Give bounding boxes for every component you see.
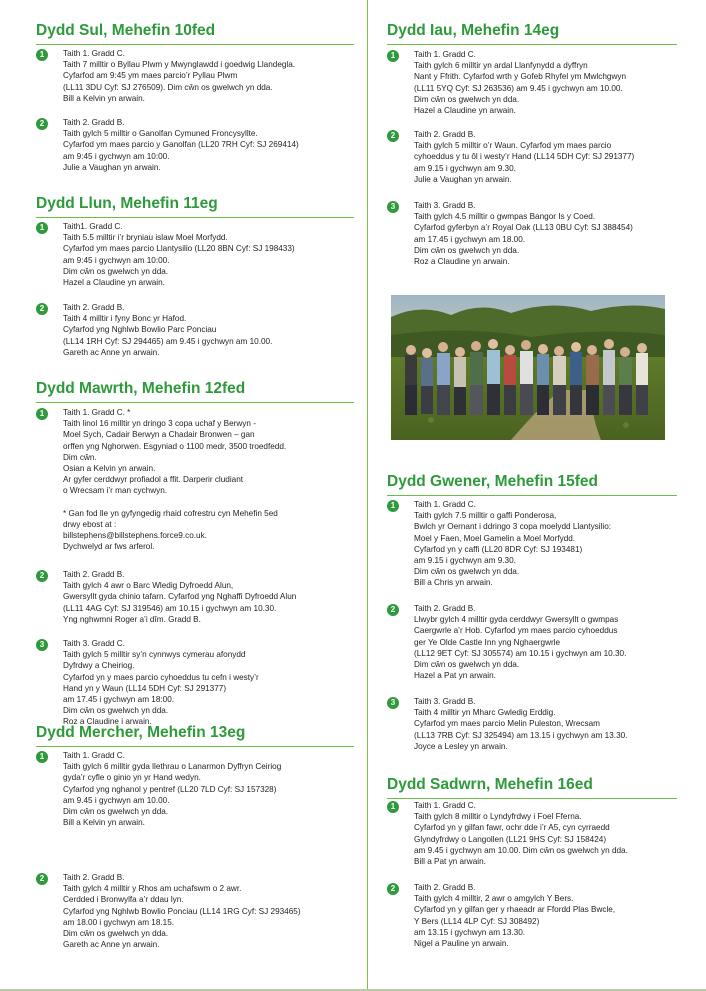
walk-detail-line: Gareth ac Anne yn arwain. xyxy=(63,347,160,357)
walk-detail-line: Bill a Kelvin yn arwain. xyxy=(63,93,145,103)
walk-detail-line: am 9.45 i gychwyn am 10.00. Dim cŵn os gwelwch yn dda. xyxy=(414,845,628,855)
walk-detail-line: (LL12 9ET Cyf: SJ 305574) am 10.15 i gychwyn am 10.30. xyxy=(414,648,627,658)
walk-detail-line: orffen yng Nghorwen. Esgyniad o 1100 medr, 3500 troedfedd. xyxy=(63,441,287,451)
walk-details xyxy=(63,302,354,358)
walk-detail-line: Dim cŵn os gwelwch yn dda. xyxy=(414,94,520,104)
walk-detail-line: Taith gylch 8 milltir o Lyndyfrdwy i Foel Fferna. xyxy=(414,812,582,822)
walk-detail-line: Dim cŵn os gwelwch yn dda. xyxy=(63,807,169,817)
walk-detail-line: Osian a Kelvin yn arwain. xyxy=(63,464,156,474)
walk-detail-line: am 9:45 i gychwyn am 10:00. xyxy=(63,151,170,161)
walk-detail-line: Taith gylch 7.5 milltir o gaffi Ponderosa, xyxy=(414,511,557,521)
walk-detail-line: Hazel a Claudine yn arwain. xyxy=(63,278,165,288)
walk-details xyxy=(63,407,354,553)
walk-detail-line: am 17.45 i gychwyn am 18:00. xyxy=(63,695,175,705)
walk-heading: Taith 2. Gradd B. xyxy=(414,604,476,613)
walk-number-badge: 2 xyxy=(387,883,399,895)
walk-details xyxy=(414,129,677,185)
walk-details xyxy=(63,750,354,828)
walk-detail-line: am 13.15 i gychwyn am 13.30. xyxy=(414,927,526,937)
walk-heading: Taith 2. Gradd B. xyxy=(63,570,125,579)
day-title: Dydd Sul, Mehefin 10fed xyxy=(36,22,216,39)
walk-detail-line: Moel Sych, Cadair Berwyn a Chadair Bronwen – gan xyxy=(63,430,255,440)
day-title-rule xyxy=(387,495,677,496)
walk-details xyxy=(63,638,354,728)
walk-number-badge: 2 xyxy=(387,130,399,142)
day-section-sunday xyxy=(36,22,354,172)
walk-detail-line: Cyfarfod yn y gilfan ger y rhaeadr ar Ffordd Plas Bwcle, xyxy=(414,905,616,915)
walk-detail-line: Cyfarfod yng nghanol y pentref (LL20 7LD Cyf: SJ 157328) xyxy=(63,784,277,794)
walk-details xyxy=(63,221,354,288)
walk-detail-line: Taith 4 milltir i fyny Bonc yr Hafod. xyxy=(63,314,187,324)
walk-number-badge: 1 xyxy=(387,500,399,512)
walk-detail-line: Taith gylch 6 milltir gyda llethrau o Lanarmon Dyffryn Ceiriog xyxy=(63,762,282,772)
day-title: Dydd Iau, Mehefin 14eg xyxy=(387,22,560,39)
walk-detail-line: Cyfarfod yn y maes parcio cyhoeddus tu cefn i westy’r xyxy=(63,672,259,682)
walk-detail-line: Nigel a Pauline yn arwain. xyxy=(414,939,509,949)
walk-detail-line: Hazel a Claudine yn arwain. xyxy=(414,106,516,116)
walk-detail-line: Taith gylch 5 milltir o’r Waun. Cyfarfod ym maes parcio xyxy=(414,141,612,151)
walk-detail-line: o Wrecsam i’r man cychwyn. xyxy=(63,486,168,496)
walk-number-badge: 3 xyxy=(387,697,399,709)
walk-detail-line: Bwlch yr Oernant i ddringo 3 copa moelydd Llantysilio: xyxy=(414,522,612,532)
walk-heading: Taith 2. Gradd B. xyxy=(63,873,125,882)
walk-detail-line: * Gan fod lle yn gyfyngedig rhaid cofrestru cyn Mehefin 5ed xyxy=(63,508,278,518)
walk-detail-line: (LL11 3DU Cyf: SJ 276509). Dim cŵn os gwelwch yn dda. xyxy=(63,82,273,92)
walk-detail-line: Cyfarfod yn y caffi (LL20 8DR Cyf: SJ 193481) xyxy=(414,544,583,554)
walk-detail-line: (LL13 7RB Cyf: SJ 325494) am 13.15 i gychwyn am 13.30. xyxy=(414,730,628,740)
walk-number-badge: 3 xyxy=(36,639,48,651)
walk-heading: Taith 2. Gradd B. xyxy=(414,883,476,892)
walk-detail-line: Taith linol 16 milltir yn dringo 3 copa uchaf y Berwyn - xyxy=(63,419,256,429)
walk-heading: Taith 1. Gradd C. * xyxy=(63,408,131,417)
walk-detail-line: Taith gylch 4.5 milltir o gwmpas Bangor Is y Coed. xyxy=(414,212,596,222)
walk-number-badge: 1 xyxy=(387,50,399,62)
walk-number-badge: 1 xyxy=(387,801,399,813)
column-divider xyxy=(367,0,368,991)
walk-detail-line: Dyfrdwy a Cheiriog. xyxy=(63,661,135,671)
walk-details xyxy=(63,48,354,104)
walk-heading: Taith 2. Gradd B. xyxy=(63,118,125,127)
walk-detail-line: Llwybr gylch 4 milltir gyda cerddwyr Gwersyllt o gwmpas xyxy=(414,615,619,625)
walk-detail-line: Bill a Kelvin yn arwain. xyxy=(63,818,145,828)
walk-detail-line: Julie a Vaughan yn arwain. xyxy=(414,174,512,184)
walk-detail-line: Taith gylch 4 milltir, 2 awr o amgylch Y Bers. xyxy=(414,894,574,904)
walk-number-badge: 2 xyxy=(36,303,48,315)
day-section-monday xyxy=(36,195,354,357)
walk-detail-line: Joyce a Lesley yn arwain. xyxy=(414,741,508,751)
walk-heading: Taith 1. Gradd C. xyxy=(414,500,476,509)
walk-heading: Taith 1. Gradd C. xyxy=(63,49,125,58)
walk-detail-line: Gwersyllt gyda chinio tafarn. Cyfarfod yng Nghaffi Dyfroedd Alun xyxy=(63,592,297,602)
day-section-thursday xyxy=(387,22,677,267)
day-title-rule xyxy=(36,746,354,747)
walk-heading: Taith 3. Gradd B. xyxy=(414,697,476,706)
walk-detail-line: Nant y Ffrith. Cyfarfod wrth y Gofeb Rhyfel ym Mwlchgwyn xyxy=(414,72,627,82)
walk-detail-line: Bill a Chris yn arwain. xyxy=(414,578,493,588)
walk-detail-line: Gareth ac Anne yn arwain. xyxy=(63,940,160,950)
walk-number-badge: 2 xyxy=(387,604,399,616)
walk-detail-line: Roz a Claudine yn arwain. xyxy=(414,257,510,267)
walk-detail-line: billstephens@billstephens.force9.co.uk. xyxy=(63,531,207,541)
walk-detail-line: Dim cŵn os gwelwch yn dda. xyxy=(414,567,520,577)
walk-detail-line: Taith gylch 4 milltir y Rhos am uchafswm o 2 awr. xyxy=(63,884,242,894)
walk-detail-line: Taith 5.5 milltir i’r bryniau islaw Moel Morfydd. xyxy=(63,233,228,243)
day-section-saturday xyxy=(387,776,677,949)
walk-heading: Taith 1. Gradd C. xyxy=(414,50,476,59)
walk-number-badge: 2 xyxy=(36,118,48,130)
walk-detail-line: Cyfarfod yn y gilfan fawr, ochr dde i’r A5, cyn cyrraedd xyxy=(414,823,610,833)
walk-detail-line: cyhoeddus y tu ôl i westy’r Hand (LL14 5DH Cyf: SJ 291377) xyxy=(414,152,635,162)
walk-number-badge: 2 xyxy=(36,873,48,885)
walk-detail-line: Taith gylch 4 awr o Barc Wledig Dyfroedd Alun, xyxy=(63,581,234,591)
walk-detail-line xyxy=(63,497,354,508)
walk-detail-line: Dim cŵn. xyxy=(63,452,97,462)
walk-detail-line: Glyndyfrdwy o Langollen (LL21 9HS Cyf: SJ 158424) xyxy=(414,834,607,844)
day-title-rule xyxy=(387,798,677,799)
group-photo xyxy=(391,295,665,440)
walk-detail-line: Cyfarfod ym maes parcio Llantysilio (LL20 8BN Cyf: SJ 198433) xyxy=(63,244,295,254)
walk-detail-line: Taith gylch 5 milltir o Ganolfan Cymuned Froncysyllte. xyxy=(63,129,258,139)
walk-number-badge: 1 xyxy=(36,408,48,420)
walk-detail-line: Hazel a Pat yn arwain. xyxy=(414,671,496,681)
walk-heading: Taith 3. Gradd B. xyxy=(414,201,476,210)
group-photo-illustration xyxy=(391,295,665,440)
walk-detail-line: Dim cŵn os gwelwch yn dda. xyxy=(63,266,169,276)
walk-details xyxy=(414,49,677,116)
walk-details xyxy=(63,872,354,950)
walk-detail-line: am 9.45 i gychwyn am 10.00. xyxy=(63,795,170,805)
walk-detail-line: (LL14 1RH Cyf: SJ 294465) am 9.45 i gychwyn am 10.00. xyxy=(63,336,273,346)
walk-detail-line: am 9.15 i gychwyn am 9.30. xyxy=(414,163,516,173)
day-title-rule xyxy=(36,44,354,45)
walk-details xyxy=(63,117,354,173)
walk-heading: Taith1. Gradd C. xyxy=(63,222,123,231)
walk-detail-line: Dim cŵn os gwelwch yn dda. xyxy=(414,245,520,255)
walk-detail-line: gyda’r cyfle o ginio yn yr Hand wedyn. xyxy=(63,773,201,783)
walk-detail-line: am 17.45 i gychwyn am 18.00. xyxy=(414,234,526,244)
walk-detail-line: Dim cŵn os gwelwch yn dda. xyxy=(63,929,169,939)
walk-heading: Taith 2. Gradd B. xyxy=(414,130,476,139)
walk-detail-line: Bill a Pat yn arwain. xyxy=(414,857,486,867)
walk-details xyxy=(63,569,354,625)
walk-detail-line: Cyfarfod gyferbyn a’r Royal Oak (LL13 0BU Cyf: SJ 388454) xyxy=(414,223,633,233)
walk-details xyxy=(414,800,677,867)
walk-detail-line: Roz a Claudine i arwain. xyxy=(63,717,152,727)
day-title-rule xyxy=(36,217,354,218)
walk-detail-line: am 9:45 i gychwyn am 10:00. xyxy=(63,255,170,265)
walk-detail-line: Cerdded i Bronwylfa a’r ddau lyn. xyxy=(63,895,184,905)
walk-heading: Taith 1. Gradd C. xyxy=(63,751,125,760)
walk-detail-line: Cyfarfod ym maes parcio Melin Puleston, Wrecsam xyxy=(414,719,600,729)
walk-detail-line: drwy ebost at : xyxy=(63,520,117,530)
day-title-rule xyxy=(36,402,354,403)
walk-detail-line: (LL11 5YQ Cyf: SJ 263536) am 9.45 i gychwyn am 10.00. xyxy=(414,83,623,93)
walk-details xyxy=(414,696,677,752)
walk-details xyxy=(414,882,677,949)
day-section-friday xyxy=(387,473,677,751)
walk-details xyxy=(414,499,677,589)
walk-detail-line: Ar gyfer cerddwyr profiadol a ffit. Darperir cludiant xyxy=(63,475,244,485)
walk-detail-line: Y Bers (LL14 4LP Cyf: SJ 308492) xyxy=(414,916,540,926)
walk-detail-line: Dim cŵn os gwelwch yn dda. xyxy=(63,706,169,716)
walk-number-badge: 2 xyxy=(36,570,48,582)
walk-detail-line: Dychwelyd ar fws arferol. xyxy=(63,542,155,552)
walk-detail-line: ger Ye Olde Castle Inn yng Nghaergwrle xyxy=(414,637,561,647)
walk-detail-line: Cyfarfod ym maes parcio y Ganolfan (LL20 7RH Cyf: SJ 269414) xyxy=(63,140,299,150)
walk-detail-line: (LL11 4AG Cyf: SJ 319546) am 10.15 i gychwyn am 10.30. xyxy=(63,603,277,613)
day-section-wednesday xyxy=(36,724,354,950)
walk-detail-line: Hand yn y Waun (LL14 5DH Cyf: SJ 291377) xyxy=(63,683,227,693)
walk-detail-line: am 9.15 i gychwyn am 9.30. xyxy=(414,556,516,566)
walk-heading: Taith 2. Gradd B. xyxy=(63,303,125,312)
walk-detail-line: Cyfarfod yng Nghlwb Bowlio Ponciau (LL14 1RG Cyf: SJ 293465) xyxy=(63,906,301,916)
day-title: Dydd Gwener, Mehefin 15fed xyxy=(387,473,599,490)
day-title: Dydd Mawrth, Mehefin 12fed xyxy=(36,380,246,397)
walk-number-badge: 3 xyxy=(387,201,399,213)
walk-number-badge: 1 xyxy=(36,222,48,234)
day-title: Dydd Mercher, Mehefin 13eg xyxy=(36,724,246,741)
walk-detail-line: Dim cŵn os gwelwch yn dda. xyxy=(414,660,520,670)
walk-heading: Taith 1. Gradd C. xyxy=(414,801,476,810)
walk-detail-line: Cyfarfod yng Nghlwb Bowlio Parc Ponciau xyxy=(63,325,217,335)
walk-detail-line: Taith gylch 6 milltir yn ardal Llanfynydd a dyffryn xyxy=(414,61,588,71)
day-title: Dydd Llun, Mehefin 11eg xyxy=(36,195,218,212)
walk-number-badge: 1 xyxy=(36,49,48,61)
walk-detail-line: Yng nghwmni Roger a’i dîm. Gradd B. xyxy=(63,614,201,624)
walk-detail-line: Caergwrle a’r Hob. Cyfarfod ym maes parcio cyhoeddus xyxy=(414,626,618,636)
walk-detail-line: Taith 4 milltir yn Mharc Gwledig Erddig. xyxy=(414,708,556,718)
day-title: Dydd Sadwrn, Mehefin 16ed xyxy=(387,776,593,793)
day-section-tuesday xyxy=(36,380,354,727)
walk-number-badge: 1 xyxy=(36,751,48,763)
day-title-rule xyxy=(387,44,677,45)
walk-detail-line: Moel y Faen, Moel Gamelin a Moel Morfydd. xyxy=(414,533,576,543)
walk-detail-line: Taith 7 milltir o Byllau Plwm y Mwynglawdd i goedwig Llandegla. xyxy=(63,60,296,70)
walk-heading: Taith 3. Gradd C. xyxy=(63,639,125,648)
walk-detail-line: am 18.00 i gychwyn am 18.15. xyxy=(63,917,175,927)
walk-details xyxy=(414,603,677,681)
walk-detail-line: Taith gylch 5 milltir sy’n cynnwys cymerau afonydd xyxy=(63,650,246,660)
walk-detail-line: Julie a Vaughan yn arwain. xyxy=(63,162,161,172)
walk-details xyxy=(414,200,677,267)
walk-detail-line: Cyfarfod am 9:45 ym maes parcio’r Pyllau Plwm xyxy=(63,71,238,81)
